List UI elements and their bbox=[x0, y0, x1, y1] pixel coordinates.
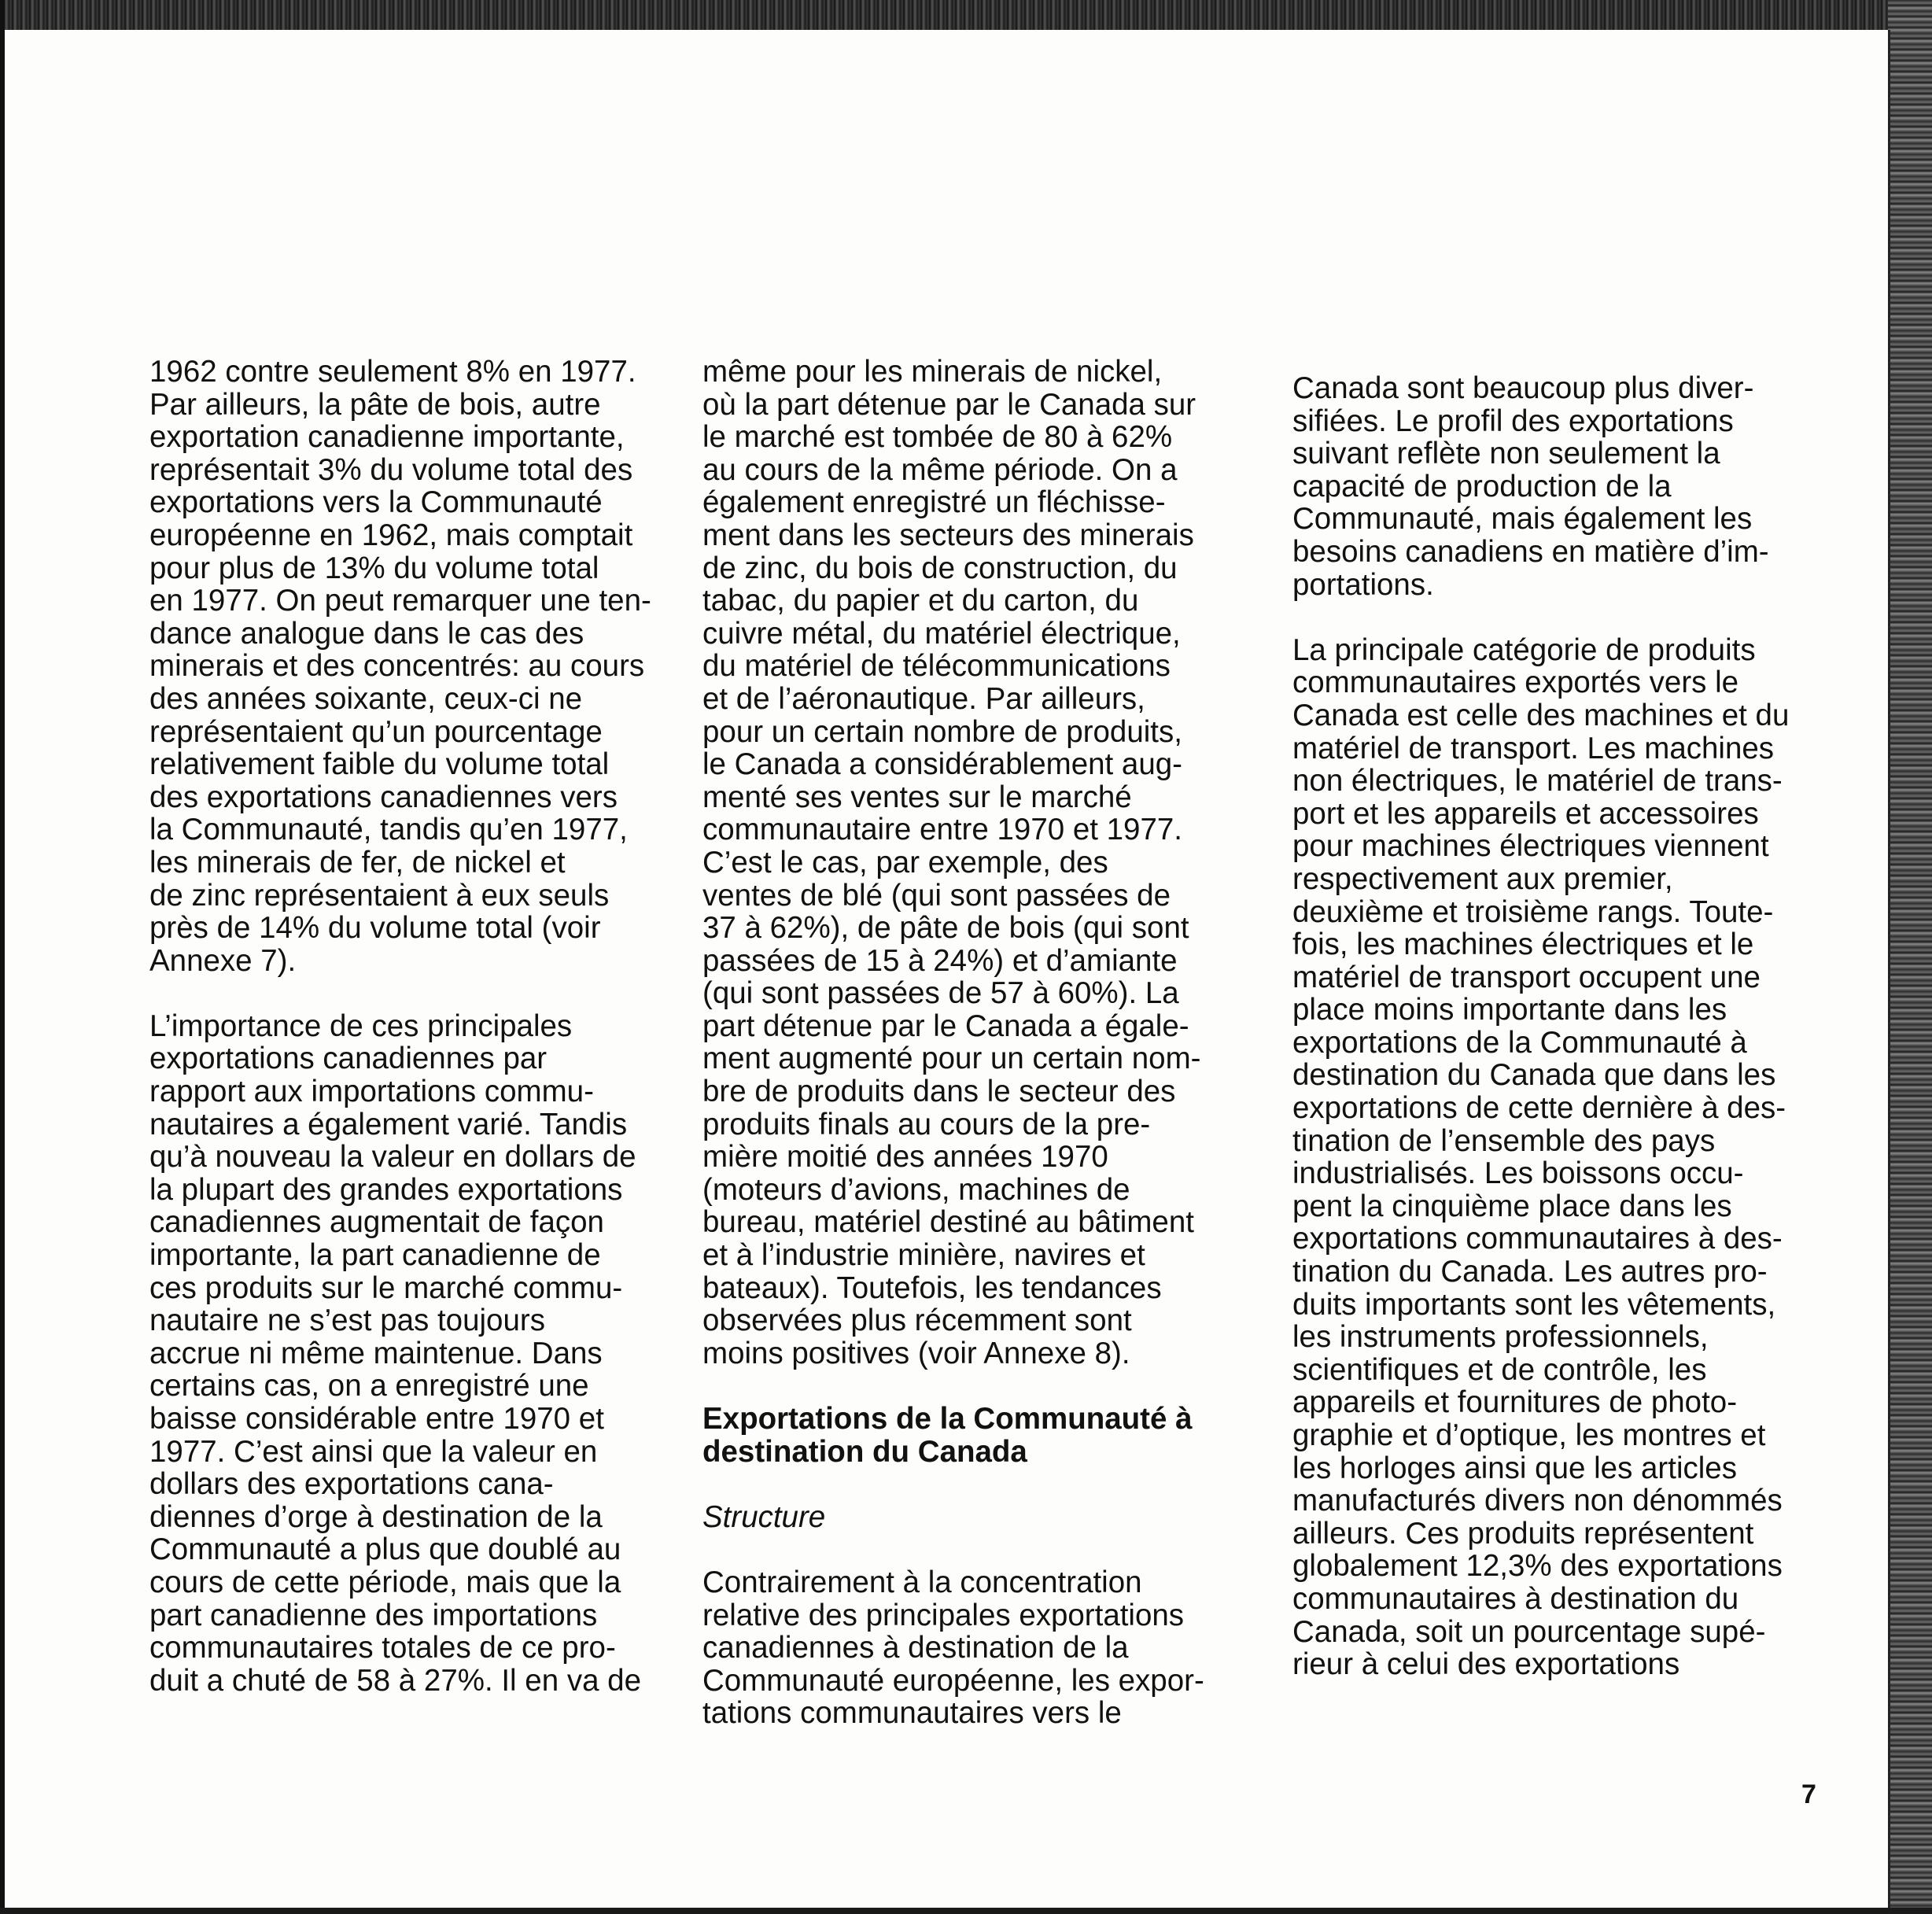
text-line: duit a chuté de 58 à 27%. Il en va de bbox=[149, 1663, 642, 1698]
text-line: communautaires totales de ce pro- bbox=[149, 1631, 616, 1665]
text-line: cuivre métal, du matériel électrique, bbox=[702, 616, 1181, 651]
text-line: Par ailleurs, la pâte de bois, autre bbox=[149, 387, 601, 422]
text-line: Canada sont beaucoup plus diver- bbox=[1292, 371, 1754, 405]
text-line: Communauté européenne, les expor- bbox=[702, 1663, 1204, 1698]
text-line: part détenue par le Canada a égale- bbox=[702, 1009, 1189, 1043]
text-line: les instruments professionnels, bbox=[1292, 1320, 1709, 1355]
text-line: ment augmenté pour un certain nom- bbox=[702, 1042, 1201, 1076]
text-line: pour un certain nombre de produits, bbox=[702, 714, 1182, 749]
page-border-right bbox=[1888, 30, 1890, 1914]
text-line: fois, les machines électriques et le bbox=[1292, 927, 1754, 962]
text-line: près de 14% du volume total (voir bbox=[149, 911, 601, 946]
text-line: Canada est celle des machines et du bbox=[1292, 698, 1790, 732]
text-line: relative des principales exportations bbox=[702, 1598, 1185, 1632]
text-line: tination de l’ensemble des pays bbox=[1292, 1123, 1716, 1158]
text-line: pour plus de 13% du volume total bbox=[149, 551, 599, 585]
section-subheading bbox=[702, 1501, 1253, 1534]
text-line: La principale catégorie de produits bbox=[1292, 632, 1756, 667]
text-line: Contrairement à la concentration bbox=[702, 1565, 1142, 1599]
text-line: qu’à nouveau la valeur en dollars de bbox=[149, 1140, 636, 1175]
text-line: passées de 15 à 24%) et d’amiante bbox=[702, 943, 1178, 978]
text-line: mière moitié des années 1970 bbox=[702, 1140, 1108, 1175]
text-line: manufacturés divers non dénommés bbox=[1292, 1484, 1783, 1518]
text-line: des exportations canadiennes vers bbox=[149, 780, 618, 814]
text-line: représentait 3% du volume total des bbox=[149, 452, 633, 487]
text-line: tination du Canada. Les autres pro- bbox=[1292, 1255, 1768, 1289]
text-line: capacité de production de la bbox=[1292, 469, 1672, 503]
text-line: représentaient qu’un pourcentage bbox=[149, 714, 603, 749]
text-line: et de l’aéronautique. Par ailleurs, bbox=[702, 681, 1145, 716]
paragraph-gap bbox=[1292, 601, 1843, 634]
text-line: le marché est tombée de 80 à 62% bbox=[702, 420, 1173, 455]
text-line: sifiées. Le profil des exportations bbox=[1292, 404, 1734, 438]
text-line: canadiennes à destination de la bbox=[702, 1631, 1129, 1665]
text-line: rapport aux importations commu- bbox=[149, 1075, 594, 1109]
text-line: appareils et fournitures de photo- bbox=[1292, 1385, 1738, 1420]
text-line: destination du Canada que dans les bbox=[1292, 1058, 1776, 1093]
text-line: de zinc, du bois de construction, du bbox=[702, 551, 1178, 585]
text-line: les horloges ainsi que les articles bbox=[1292, 1451, 1737, 1485]
text-line: accrue ni même maintenue. Dans bbox=[149, 1336, 603, 1370]
text-line: 1962 contre seulement 8% en 1977. bbox=[149, 355, 636, 389]
text-line: où la part détenue par le Canada sur bbox=[702, 387, 1196, 422]
text-line: certains cas, on a enregistré une bbox=[149, 1369, 589, 1403]
text-line: globalement 12,3% des exportations bbox=[1292, 1549, 1783, 1584]
text-line: de zinc représentaient à eux seuls bbox=[149, 878, 610, 913]
paragraph bbox=[1292, 372, 1843, 601]
text-line: au cours de la même période. On a bbox=[702, 452, 1178, 487]
text-line: respectivement aux premier, bbox=[1292, 861, 1673, 896]
text-line: L’importance de ces principales bbox=[149, 1009, 573, 1043]
paragraph-gap bbox=[702, 1468, 1253, 1501]
text-line: nautaires a également varié. Tandis bbox=[149, 1107, 628, 1141]
text-line: deuxième et troisième rangs. Toute- bbox=[1292, 894, 1774, 929]
text-line: matériel de transport occupent une bbox=[1292, 960, 1761, 994]
text-line: Exportations de la Communauté à bbox=[702, 1402, 1193, 1436]
paragraph-gap bbox=[702, 1370, 1253, 1403]
text-line: scientifiques et de contrôle, les bbox=[1292, 1352, 1707, 1387]
text-line: également enregistré un fléchisse- bbox=[702, 485, 1166, 520]
text-line: (moteurs d’avions, machines de bbox=[702, 1172, 1130, 1207]
text-line: ventes de blé (qui sont passées de bbox=[702, 878, 1171, 913]
scan-edge-right bbox=[1888, 0, 1932, 1914]
text-line: exportations de la Communauté à bbox=[1292, 1025, 1747, 1060]
text-line: C’est le cas, par exemple, des bbox=[702, 845, 1108, 880]
text-line: portations. bbox=[1292, 567, 1434, 602]
text-line: communautaires à destination du bbox=[1292, 1581, 1739, 1616]
text-line: exportations de cette dernière à des- bbox=[1292, 1091, 1786, 1126]
text-line: place moins importante dans les bbox=[1292, 993, 1727, 1027]
text-line: dollars des exportations cana- bbox=[149, 1467, 554, 1502]
text-line: observées plus récemment sont bbox=[702, 1304, 1132, 1338]
paragraph bbox=[149, 1010, 653, 1697]
text-line: matériel de transport. Les machines bbox=[1292, 731, 1775, 765]
text-line: Communauté, mais également les bbox=[1292, 502, 1753, 537]
text-line: exportations canadiennes par bbox=[149, 1042, 548, 1076]
text-line: (qui sont passées de 57 à 60%). La bbox=[702, 976, 1179, 1011]
text-line: pour machines électriques viennent bbox=[1292, 829, 1769, 864]
text-line: destination du Canada bbox=[702, 1434, 1027, 1469]
text-line: pent la cinquième place dans les bbox=[1292, 1189, 1732, 1223]
text-line: exportation canadienne importante, bbox=[149, 420, 625, 455]
text-line: exportations vers la Communauté bbox=[149, 485, 603, 520]
text-line: exportations communautaires à des- bbox=[1292, 1222, 1783, 1256]
text-line: la plupart des grandes exportations bbox=[149, 1172, 623, 1207]
text-line: minerais et des concentrés: au cours bbox=[149, 649, 645, 684]
scan-edge-bottom bbox=[0, 1908, 1932, 1914]
text-line: communautaire entre 1970 et 1977. bbox=[702, 813, 1182, 847]
text-line: relativement faible du volume total bbox=[149, 747, 610, 782]
paragraph-gap bbox=[149, 977, 653, 1010]
text-line: cours de cette période, mais que la bbox=[149, 1565, 621, 1599]
text-line: nautaire ne s’est pas toujours bbox=[149, 1304, 545, 1338]
text-line: graphie et d’optique, les montres et bbox=[1292, 1418, 1766, 1452]
text-line: rieur à celui des exportations bbox=[1292, 1647, 1680, 1682]
text-line: baisse considérable entre 1970 et bbox=[149, 1402, 604, 1436]
text-column-2 bbox=[702, 356, 1253, 1730]
text-line: moins positives (voir Annexe 8). bbox=[702, 1336, 1130, 1370]
paragraph bbox=[702, 1566, 1253, 1730]
page-number: 7 bbox=[1801, 1779, 1816, 1809]
text-line: 37 à 62%), de pâte de bois (qui sont bbox=[702, 911, 1189, 946]
text-line: européenne en 1962, mais comptait bbox=[149, 518, 633, 552]
text-line: canadiennes augmentait de façon bbox=[149, 1205, 604, 1240]
text-line: les minerais de fer, de nickel et bbox=[149, 845, 566, 880]
section-heading bbox=[702, 1403, 1253, 1468]
text-line: industrialisés. Les boissons occu- bbox=[1292, 1156, 1744, 1191]
text-line: non électriques, le matériel de trans- bbox=[1292, 764, 1783, 798]
paragraph-gap bbox=[702, 1533, 1253, 1566]
text-line: part canadienne des importations bbox=[149, 1598, 598, 1632]
text-line: menté ses ventes sur le marché bbox=[702, 780, 1132, 814]
text-line: ces produits sur le marché commu- bbox=[149, 1270, 623, 1305]
text-line: du matériel de télécommunications bbox=[702, 649, 1171, 684]
scan-edge-top bbox=[0, 0, 1932, 30]
text-line: Structure bbox=[702, 1499, 826, 1534]
text-line: port et les appareils et accessoires bbox=[1292, 796, 1759, 831]
text-line: en 1977. On peut remarquer une ten- bbox=[149, 584, 651, 618]
text-line: même pour les minerais de nickel, bbox=[702, 355, 1163, 389]
text-line: 1977. C’est ainsi que la valeur en bbox=[149, 1434, 598, 1469]
text-line: duits importants sont les vêtements, bbox=[1292, 1287, 1776, 1322]
text-line: dance analogue dans le cas des bbox=[149, 616, 584, 651]
text-line: bureau, matériel destiné au bâtiment bbox=[702, 1205, 1194, 1240]
text-line: tations communautaires vers le bbox=[702, 1696, 1122, 1731]
text-line: Communauté a plus que doublé au bbox=[149, 1532, 621, 1567]
paragraph bbox=[1292, 634, 1843, 1681]
text-column-3 bbox=[1292, 372, 1843, 1681]
text-line: suivant reflète non seulement la bbox=[1292, 437, 1720, 471]
text-line: tabac, du papier et du carton, du bbox=[702, 584, 1139, 618]
text-line: ailleurs. Ces produits représentent bbox=[1292, 1516, 1754, 1551]
text-line: et à l’industrie minière, navires et bbox=[702, 1238, 1145, 1273]
text-line: importante, la part canadienne de bbox=[149, 1238, 601, 1273]
text-line: diennes d’orge à destination de la bbox=[149, 1499, 603, 1534]
scan-edge-left bbox=[0, 0, 5, 1914]
text-line: bateaux). Toutefois, les tendances bbox=[702, 1270, 1162, 1305]
text-line: la Communauté, tandis qu’en 1977, bbox=[149, 813, 628, 847]
text-line: Canada, soit un pourcentage supé- bbox=[1292, 1614, 1766, 1649]
text-line: besoins canadiens en matière d’im- bbox=[1292, 534, 1769, 569]
text-line: ment dans les secteurs des minerais bbox=[702, 518, 1194, 552]
text-column-1 bbox=[149, 356, 653, 1697]
text-line: communautaires exportés vers le bbox=[1292, 666, 1739, 700]
text-line: bre de produits dans le secteur des bbox=[702, 1075, 1176, 1109]
text-line: le Canada a considérablement aug- bbox=[702, 747, 1182, 782]
paragraph bbox=[702, 356, 1253, 1370]
text-line: des années soixante, ceux-ci ne bbox=[149, 681, 583, 716]
text-line: produits finals au cours de la pre- bbox=[702, 1107, 1151, 1141]
paragraph bbox=[149, 356, 653, 977]
text-line: Annexe 7). bbox=[149, 943, 297, 978]
